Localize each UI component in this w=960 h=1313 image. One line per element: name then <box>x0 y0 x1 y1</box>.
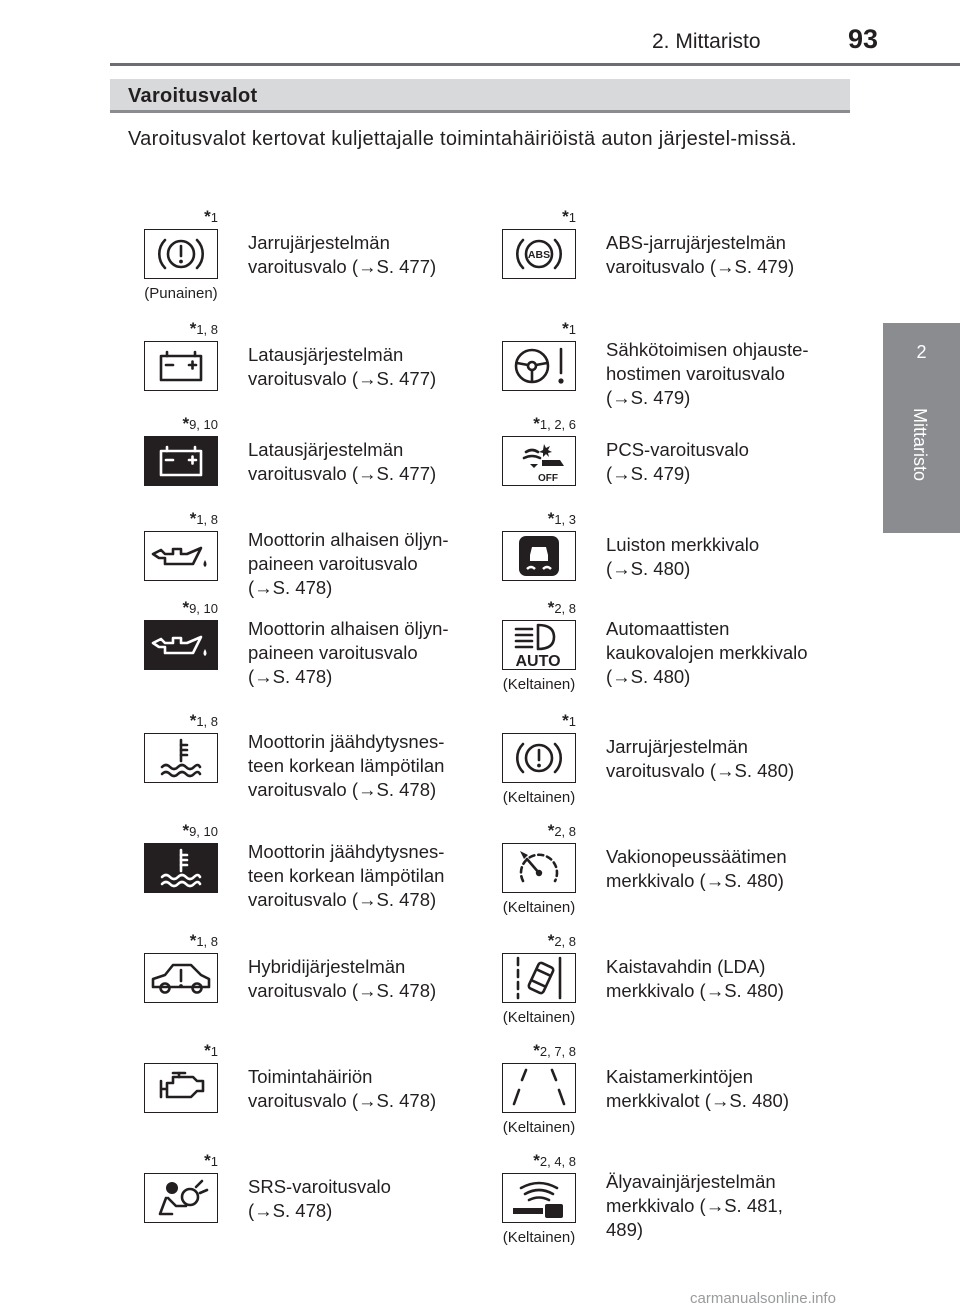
light-description <box>248 955 436 1003</box>
footnote-reference <box>548 598 576 618</box>
description-line: varoitusvalo (→S. 478) <box>248 779 437 800</box>
description-line: Moottorin alhaisen öljyn- <box>248 529 449 550</box>
description-line: (→S. 479) <box>606 387 691 408</box>
footnote-numbers: 1, 8 <box>196 934 218 949</box>
smart-key-icon <box>502 1173 576 1223</box>
footnote-reference <box>562 711 576 731</box>
description-line: varoitusvalo (→S. 477) <box>248 368 437 389</box>
footnote-reference <box>190 319 218 339</box>
slip-indicator-icon <box>502 531 576 581</box>
asterisk: * <box>547 931 555 950</box>
description-line: teen korkean lämpötilan <box>248 865 445 886</box>
asterisk: * <box>562 319 569 338</box>
footnote-numbers: 2, 8 <box>554 601 576 616</box>
description-line: SRS-varoitusvalo <box>248 1176 391 1197</box>
footnote-numbers: 1 <box>568 210 576 225</box>
light-description <box>248 730 444 802</box>
footnote-reference <box>533 1041 576 1061</box>
description-line: hostimen varoitusvalo <box>606 363 785 384</box>
light-color-label: (Keltainen) <box>502 899 576 916</box>
description-line: Älyavainjärjestelmän <box>606 1171 776 1192</box>
asterisk: * <box>204 1041 211 1060</box>
description-line: Moottorin jäähdytysnes- <box>248 841 445 862</box>
coolant-temp-icon <box>144 843 218 893</box>
footnote-numbers: 1, 8 <box>196 714 218 729</box>
asterisk: * <box>189 319 197 338</box>
light-color-label: (Keltainen) <box>502 1229 576 1246</box>
description-line: Luiston merkkivalo <box>606 534 760 555</box>
power-steering-icon <box>502 341 576 391</box>
footnote-reference <box>548 821 576 841</box>
description-line: varoitusvalo (→S. 478) <box>248 980 437 1001</box>
description-line: (→S. 478) <box>248 666 333 687</box>
description-line: Latausjärjestelmän <box>248 439 404 460</box>
description-line: Kaistamerkintöjen <box>606 1066 754 1087</box>
header-rule <box>110 63 960 66</box>
hybrid-system-icon <box>144 953 218 1003</box>
light-description <box>606 617 808 689</box>
footnote-numbers: 1 <box>210 1044 218 1059</box>
description-line: varoitusvalo (→S. 477) <box>248 463 437 484</box>
svg-text:AUTO: AUTO <box>515 653 561 669</box>
light-description <box>248 343 436 391</box>
asterisk: * <box>182 821 190 840</box>
asterisk: * <box>182 414 190 433</box>
asterisk: * <box>182 598 190 617</box>
light-description <box>606 845 787 893</box>
description-line: paineen varoitusvalo <box>248 553 418 574</box>
asterisk: * <box>547 821 555 840</box>
description-line: merkkivalo (→S. 481, <box>606 1195 783 1216</box>
footnote-reference <box>190 509 218 529</box>
abs-icon <box>502 229 576 279</box>
light-color-label: (Punainen) <box>144 285 218 302</box>
svg-text:OFF: OFF <box>538 473 558 484</box>
brake-warning-icon <box>502 733 576 783</box>
footnote-numbers: 2, 8 <box>554 824 576 839</box>
footnote-reference <box>190 931 218 951</box>
description-line: (→S. 480) <box>606 558 691 579</box>
cruise-control-icon <box>502 843 576 893</box>
footnote-numbers: 1 <box>210 210 218 225</box>
description-line: Moottorin alhaisen öljyn- <box>248 618 449 639</box>
footer-watermark: carmanualsonline.info <box>690 1290 836 1307</box>
light-color-label: (Keltainen) <box>502 1009 576 1026</box>
light-description <box>606 338 809 410</box>
description-line: Hybridijärjestelmän <box>248 956 406 977</box>
footnote-reference <box>533 1151 576 1171</box>
description-line: merkkivalot (→S. 480) <box>606 1090 789 1111</box>
asterisk: * <box>204 1151 211 1170</box>
asterisk: * <box>189 509 197 528</box>
asterisk: * <box>562 711 569 730</box>
description-line: paineen varoitusvalo <box>248 642 418 663</box>
asterisk: * <box>562 207 569 226</box>
brake-warning-icon <box>144 229 218 279</box>
footnote-reference <box>548 931 576 951</box>
light-description <box>248 840 444 912</box>
light-description <box>248 1065 436 1113</box>
footnote-numbers: 9, 10 <box>189 417 218 432</box>
description-line: Vakionopeussäätimen <box>606 846 787 867</box>
light-description <box>606 735 794 783</box>
light-description <box>606 533 759 581</box>
footnote-reference <box>204 1041 218 1061</box>
description-line: Automaattisten <box>606 618 730 639</box>
chapter-tab <box>883 323 960 533</box>
footnote-numbers: 1, 8 <box>196 322 218 337</box>
description-line: Latausjärjestelmän <box>248 344 404 365</box>
description-line: (→S. 478) <box>248 577 333 598</box>
footnote-numbers: 1 <box>210 1154 218 1169</box>
srs-airbag-icon <box>144 1173 218 1223</box>
footnote-reference <box>182 598 218 618</box>
footnote-reference <box>204 207 218 227</box>
oil-pressure-icon <box>144 531 218 581</box>
check-engine-icon <box>144 1063 218 1113</box>
light-description <box>248 231 436 279</box>
svg-text:ABS: ABS <box>527 249 551 261</box>
description-line: Jarrujärjestelmän <box>606 736 748 757</box>
header-section-title: 2. Mittaristo <box>652 30 761 53</box>
asterisk: * <box>533 1151 540 1170</box>
section-heading-bar <box>110 79 850 113</box>
section-heading: Varoitusvalot <box>128 85 258 107</box>
asterisk: * <box>547 509 555 528</box>
description-line: Toimintahäiriön <box>248 1066 373 1087</box>
description-line: varoitusvalo (→S. 480) <box>606 760 795 781</box>
description-line: varoitusvalo (→S. 478) <box>248 889 437 910</box>
description-line: merkkivalo (→S. 480) <box>606 870 784 891</box>
description-line: varoitusvalo (→S. 479) <box>606 256 795 277</box>
description-line: (→S. 479) <box>606 463 691 484</box>
description-line: kaukovalojen merkkivalo <box>606 642 808 663</box>
light-color-label: (Keltainen) <box>502 1119 576 1136</box>
description-line: (→S. 480) <box>606 666 691 687</box>
light-description <box>248 528 449 600</box>
asterisk: * <box>533 1041 540 1060</box>
battery-icon <box>144 341 218 391</box>
light-description <box>248 617 449 689</box>
description-line: Moottorin jäähdytysnes- <box>248 731 445 752</box>
footnote-numbers: 1 <box>568 714 576 729</box>
chapter-tab-number: 2 <box>916 342 927 362</box>
description-line: teen korkean lämpötilan <box>248 755 445 776</box>
light-description <box>606 1065 789 1113</box>
oil-pressure-icon <box>144 620 218 670</box>
light-color-label: (Keltainen) <box>502 789 576 806</box>
footnote-numbers: 1, 3 <box>554 512 576 527</box>
footnote-numbers: 2, 7, 8 <box>539 1044 576 1059</box>
asterisk: * <box>189 931 197 950</box>
footnote-reference <box>548 509 576 529</box>
light-description <box>606 955 784 1003</box>
footnote-reference <box>182 414 218 434</box>
asterisk: * <box>189 711 197 730</box>
footnote-numbers: 9, 10 <box>189 601 218 616</box>
footnote-numbers: 9, 10 <box>189 824 218 839</box>
light-color-label: (Keltainen) <box>502 676 576 693</box>
intro-paragraph: Varoitusvalot kertovat kuljettajalle toimintahäiriöistä auton järjestel-missä. <box>128 128 797 150</box>
footnote-reference <box>182 821 218 841</box>
lane-departure-icon <box>502 953 576 1003</box>
asterisk: * <box>204 207 211 226</box>
light-description <box>606 1170 783 1242</box>
description-line: (→S. 478) <box>248 1200 333 1221</box>
footnote-reference <box>562 207 576 227</box>
footnote-numbers: 1, 2, 6 <box>539 417 576 432</box>
description-line: 489) <box>606 1219 644 1240</box>
footnote-reference <box>190 711 218 731</box>
footnote-numbers: 2, 8 <box>554 934 576 949</box>
light-description <box>248 438 436 486</box>
lane-markings-icon <box>502 1063 576 1113</box>
description-line: merkkivalo (→S. 480) <box>606 980 784 1001</box>
asterisk: * <box>533 414 540 433</box>
footnote-reference <box>204 1151 218 1171</box>
footnote-numbers: 1, 8 <box>196 512 218 527</box>
pcs-off-icon <box>502 436 576 486</box>
footnote-reference <box>562 319 576 339</box>
light-description <box>606 231 794 279</box>
light-description <box>248 1175 391 1223</box>
description-line: varoitusvalo (→S. 478) <box>248 1090 437 1111</box>
auto-high-beam-icon <box>502 620 576 670</box>
description-line: Jarrujärjestelmän <box>248 232 390 253</box>
footnote-numbers: 1 <box>568 322 576 337</box>
chapter-tab-label: Mittaristo <box>910 408 930 482</box>
description-line: Kaistavahdin (LDA) <box>606 956 766 977</box>
description-line: ABS-jarrujärjestelmän <box>606 232 786 253</box>
asterisk: * <box>547 598 555 617</box>
description-line: varoitusvalo (→S. 477) <box>248 256 437 277</box>
footnote-numbers: 2, 4, 8 <box>539 1154 576 1169</box>
description-line: PCS-varoitusvalo <box>606 439 749 460</box>
description-line: Sähkötoimisen ohjauste- <box>606 339 809 360</box>
footnote-reference <box>533 414 576 434</box>
light-description <box>606 438 749 486</box>
page-number: 93 <box>848 24 879 54</box>
coolant-temp-icon <box>144 733 218 783</box>
battery-icon <box>144 436 218 486</box>
